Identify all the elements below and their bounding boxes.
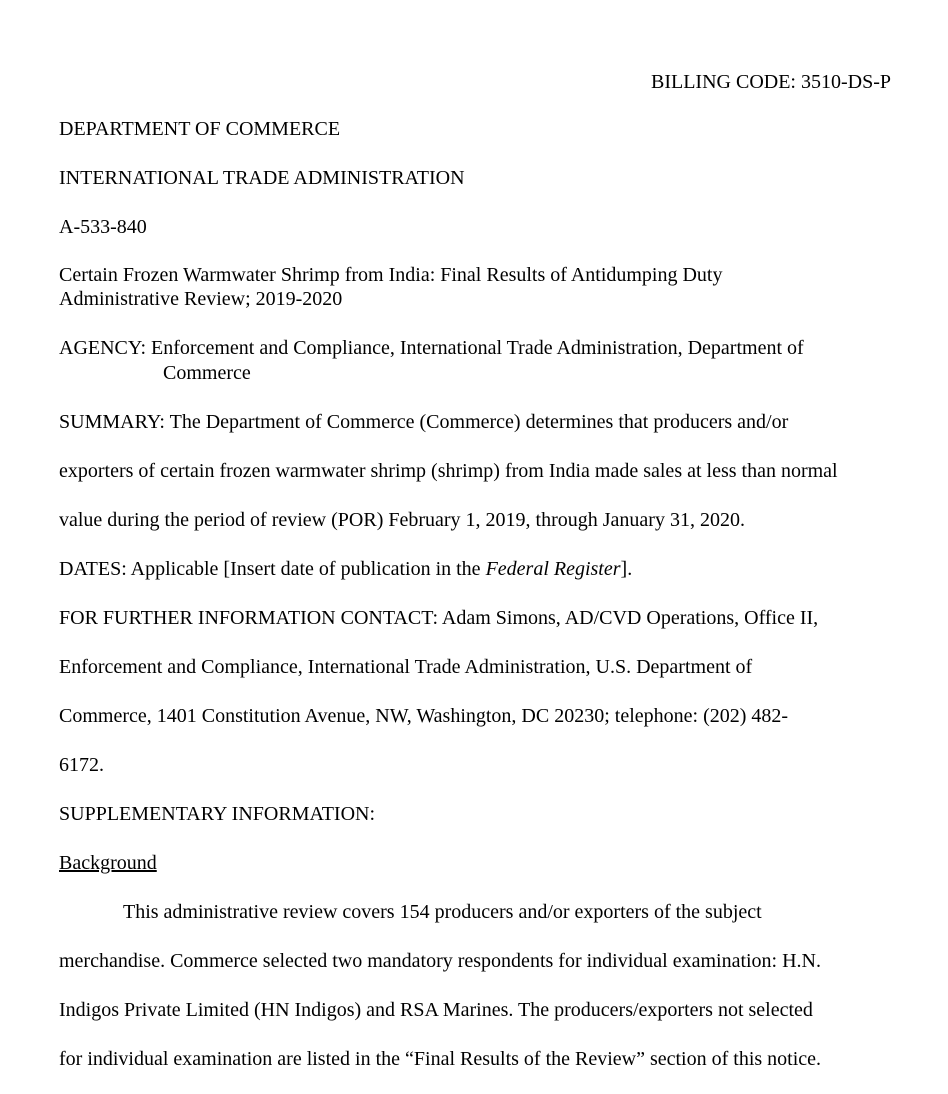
dates-prefix: DATES: Applicable [Insert date of publication in the	[59, 558, 486, 580]
agency-line: Commerce	[163, 362, 251, 384]
federal-register-italic: Federal Register	[485, 558, 621, 580]
summary-line: value during the period of review (POR) February 1, 2019, through January 31, 2020.	[59, 509, 745, 531]
background-heading-text: Background	[59, 852, 157, 874]
supplementary-heading: SUPPLEMENTARY INFORMATION:	[59, 803, 376, 825]
administration: INTERNATIONAL TRADE ADMINISTRATION	[59, 167, 465, 189]
agency-line: AGENCY: Enforcement and Compliance, International Trade Administration, Department of	[59, 337, 804, 359]
background-heading	[59, 851, 157, 875]
background-line: for individual examination are listed in the “Final Results of the Review” section of this notice.	[59, 1048, 822, 1070]
contact-line: Enforcement and Compliance, International Trade Administration, U.S. Department of	[59, 656, 753, 678]
billing-code: BILLING CODE: 3510-DS-P	[651, 71, 891, 93]
contact-line: FOR FURTHER INFORMATION CONTACT: Adam Simons, AD/CVD Operations, Office II,	[59, 607, 819, 629]
summary-line: exporters of certain frozen warmwater shrimp (shrimp) from India made sales at less than normal	[59, 460, 838, 482]
background-line: Indigos Private Limited (HN Indigos) and RSA Marines. The producers/exporters not selected	[59, 999, 813, 1021]
dates-line	[59, 557, 632, 581]
summary-line: SUMMARY: The Department of Commerce (Commerce) determines that producers and/or	[59, 411, 789, 433]
background-line: merchandise. Commerce selected two mandatory respondents for individual examination: H.N.	[59, 950, 822, 972]
dates-suffix: ].	[620, 558, 633, 580]
background-line: This administrative review covers 154 producers and/or exporters of the subject	[123, 901, 762, 923]
case-number: A-533-840	[59, 216, 147, 238]
contact-line: Commerce, 1401 Constitution Avenue, NW, Washington, DC 20230; telephone: (202) 482-	[59, 705, 789, 727]
department: DEPARTMENT OF COMMERCE	[59, 118, 341, 140]
document-title-line: Certain Frozen Warmwater Shrimp from India: Final Results of Antidumping Duty	[59, 264, 723, 286]
document-title-line: Administrative Review; 2019-2020	[59, 288, 343, 310]
contact-line: 6172.	[59, 754, 104, 776]
